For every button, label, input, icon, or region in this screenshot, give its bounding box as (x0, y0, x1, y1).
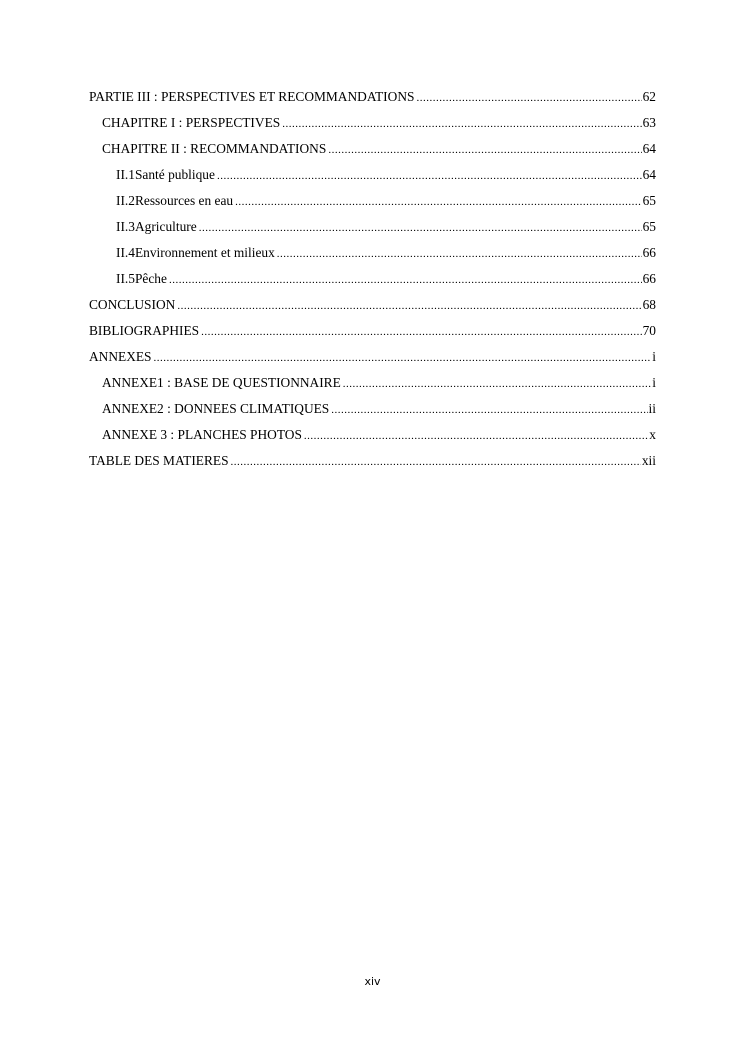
toc-entry-number: II.5 (116, 271, 135, 286)
toc-entry-page: 64 (642, 141, 656, 156)
toc-entry-sante-publique[interactable] (89, 166, 656, 192)
toc-entry-page: 63 (642, 115, 656, 130)
toc-entry-title: Ressources en eau (134, 193, 234, 208)
toc-entry-title: ANNEXE 3 : PLANCHES PHOTOS (102, 427, 302, 442)
dot-leader (416, 89, 641, 107)
toc-entry-agriculture[interactable] (89, 218, 656, 244)
toc-entry-table-des-matieres[interactable] (89, 452, 656, 478)
toc-entry-number: II.2 (116, 193, 135, 208)
toc-entry-title: ANNEXE2 : DONNEES CLIMATIQUES (102, 401, 330, 416)
toc-entry-page: i (652, 349, 656, 364)
toc-entry-page: 68 (642, 297, 656, 312)
dot-leader (201, 323, 642, 341)
toc-entry-page: 65 (642, 219, 656, 234)
toc-entry-title: Pêche (134, 271, 167, 286)
dot-leader (154, 349, 652, 367)
dot-leader (282, 115, 641, 133)
toc-entry-page: 64 (642, 167, 656, 182)
dot-leader (343, 375, 651, 393)
toc-entry-page: ii (648, 401, 656, 416)
toc-entry-page: 65 (642, 193, 656, 208)
toc-entry-conclusion[interactable] (89, 296, 656, 322)
dot-leader (169, 271, 642, 289)
toc-entry-title: Agriculture (134, 219, 197, 234)
toc-entry-environnement[interactable] (89, 244, 656, 270)
toc-entry-page: xii (641, 453, 656, 468)
toc-entry-peche[interactable] (89, 270, 656, 296)
toc-entry-title: ANNEXE1 : BASE DE QUESTIONNAIRE (102, 375, 341, 390)
toc-entry-title: CHAPITRE II : RECOMMANDATIONS (102, 141, 327, 156)
toc-entry-page: 66 (642, 245, 656, 260)
toc-entry-number: II.3 (116, 219, 135, 234)
toc-entry-chapitre-i[interactable] (89, 114, 656, 140)
dot-leader (328, 141, 641, 159)
toc-entry-title: Environnement et milieux (134, 245, 275, 260)
dot-leader (199, 219, 642, 237)
dot-leader (277, 245, 642, 263)
dot-leader (231, 453, 641, 471)
toc-entry-annexe3[interactable] (89, 426, 656, 452)
toc-entry-annexe1[interactable] (89, 374, 656, 400)
toc-entry-page: 70 (642, 323, 656, 338)
toc-entry-number: II.1 (116, 167, 135, 182)
dot-leader (235, 193, 641, 211)
toc-entry-title: PARTIE III : PERSPECTIVES ET RECOMMANDATIONS (89, 89, 415, 104)
toc-entry-title: ANNEXES (89, 349, 152, 364)
dot-leader (331, 401, 647, 419)
toc-entry-partie-iii[interactable] (89, 88, 656, 114)
toc-entry-chapitre-ii[interactable] (89, 140, 656, 166)
toc-entry-title: TABLE DES MATIERES (89, 453, 229, 468)
toc-entry-title: CONCLUSION (89, 297, 176, 312)
toc-entry-ressources-en-eau[interactable] (89, 192, 656, 218)
toc-entry-page: x (649, 427, 656, 442)
toc-entry-page: 62 (642, 89, 656, 104)
dot-leader (217, 167, 642, 185)
table-of-contents (89, 88, 656, 478)
page-number: xiv (364, 975, 381, 988)
toc-entry-number: II.4 (116, 245, 135, 260)
toc-entry-annexes[interactable] (89, 348, 656, 374)
toc-entry-title: CHAPITRE I : PERSPECTIVES (102, 115, 281, 130)
toc-entry-page: 66 (642, 271, 656, 286)
toc-entry-title: BIBLIOGRAPHIES (89, 323, 200, 338)
toc-entry-page: i (652, 375, 656, 390)
dot-leader (304, 427, 648, 445)
dot-leader (177, 297, 641, 315)
toc-entry-bibliographies[interactable] (89, 322, 656, 348)
toc-entry-annexe2[interactable] (89, 400, 656, 426)
toc-entry-title: Santé publique (134, 167, 215, 182)
